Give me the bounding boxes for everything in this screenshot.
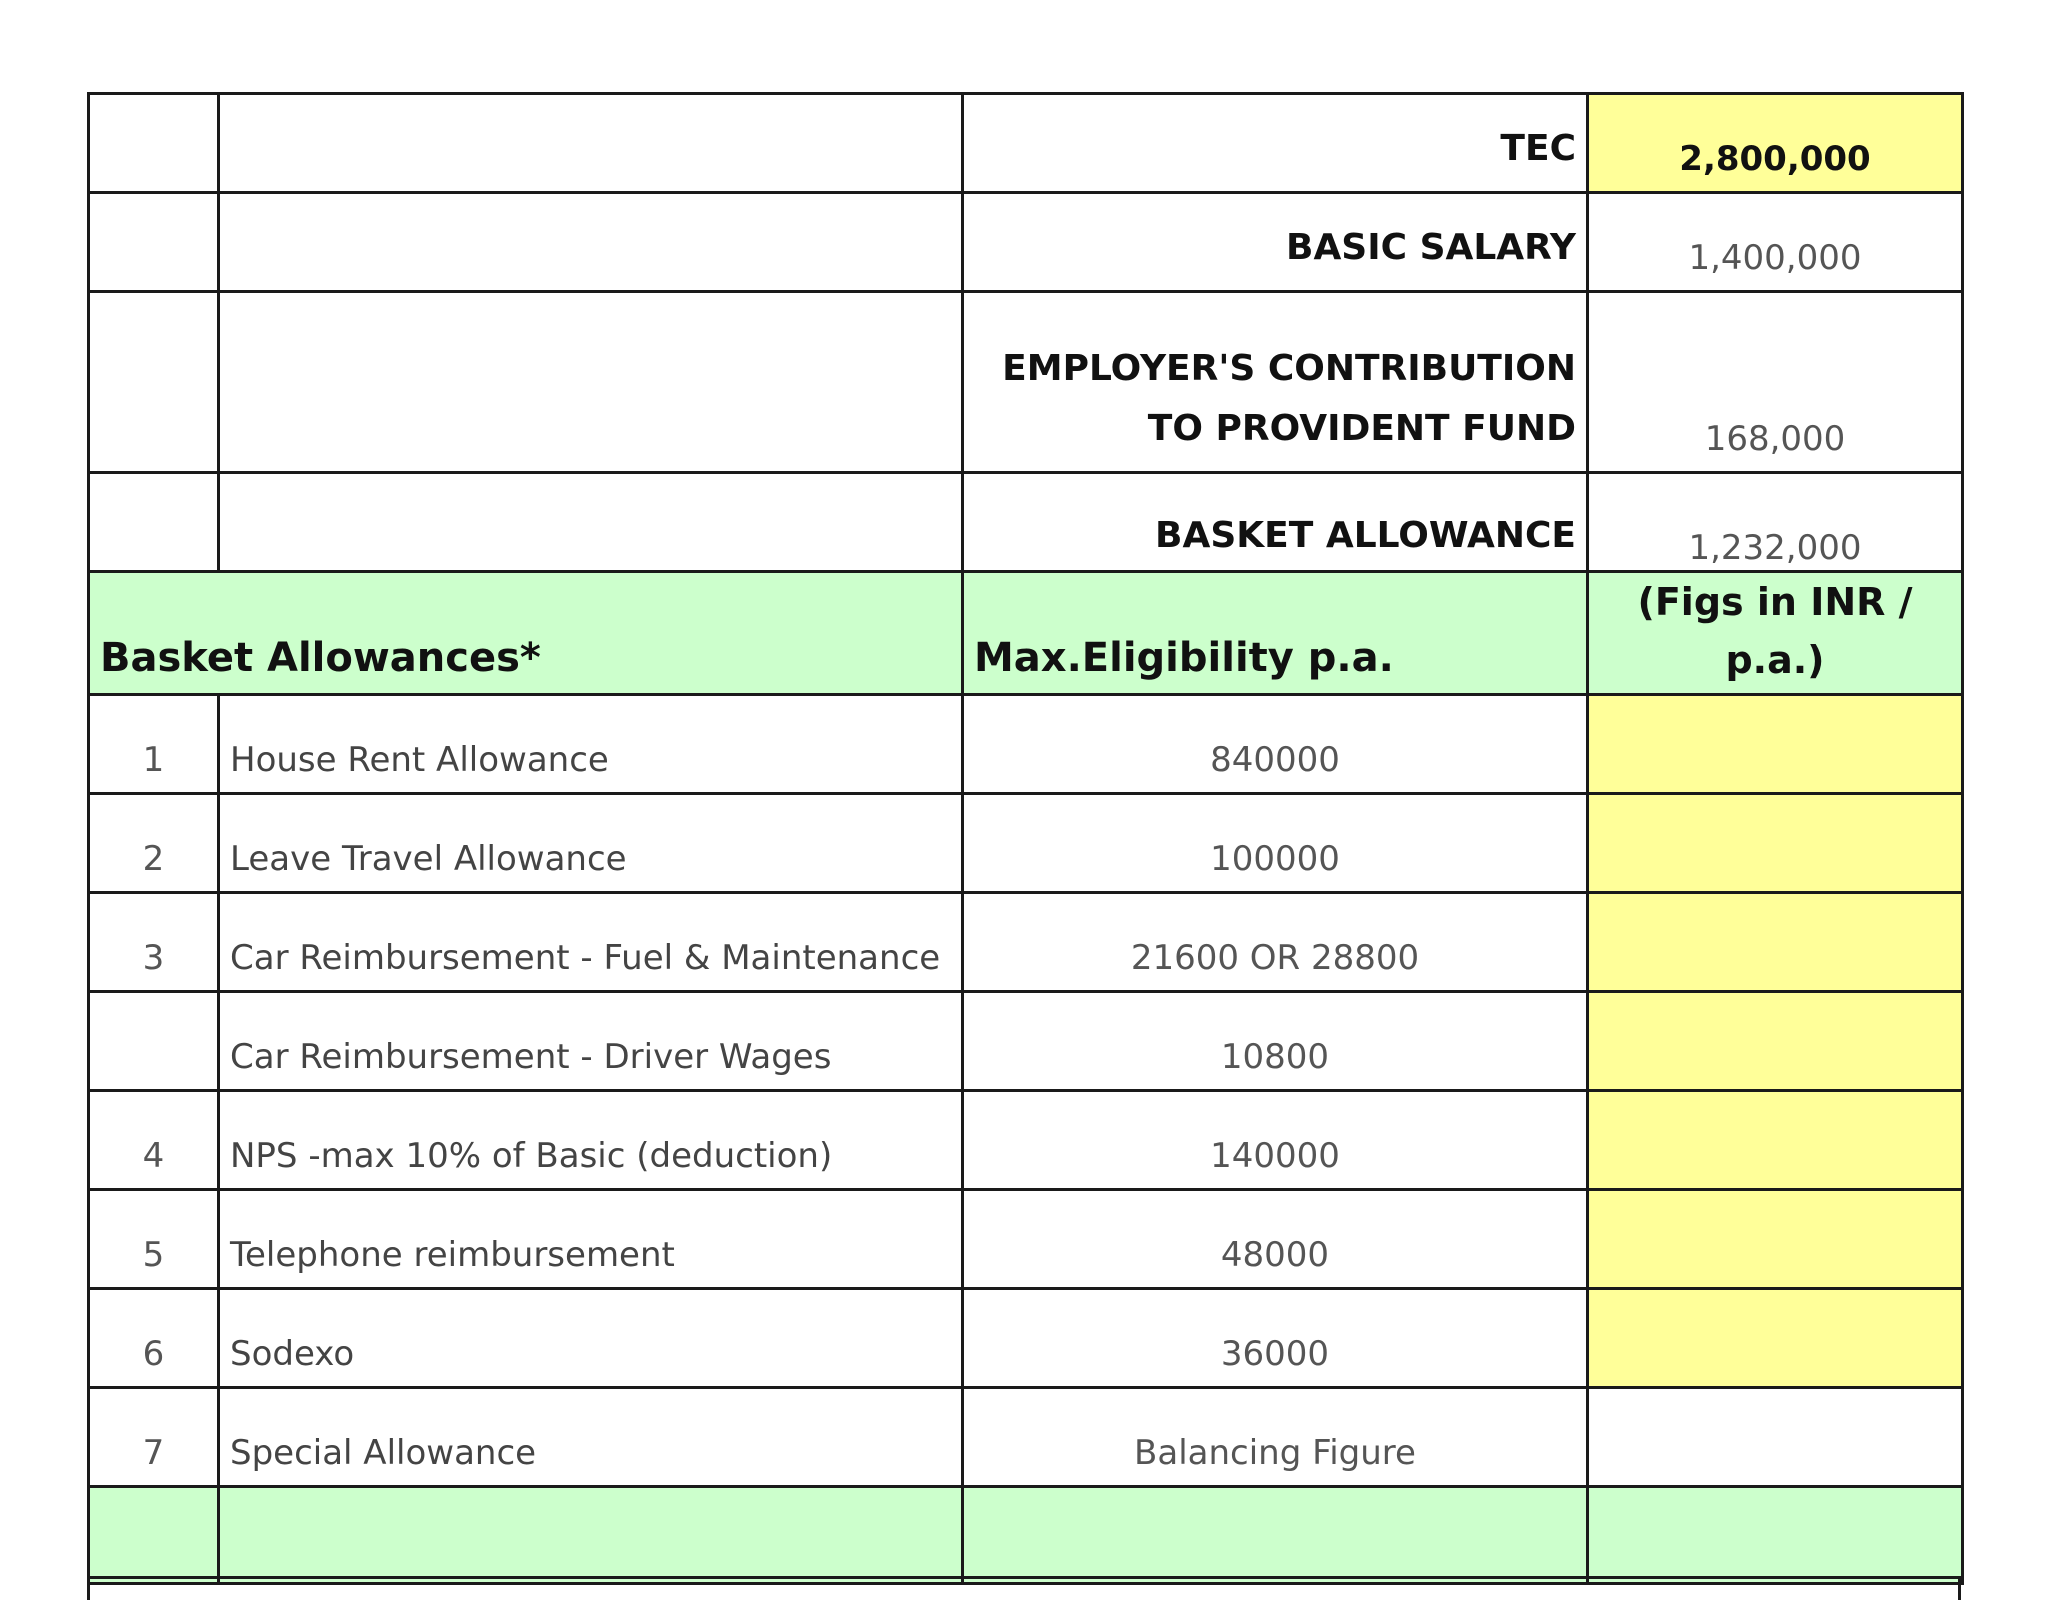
cell-empty[interactable] — [219, 193, 963, 292]
item-name[interactable]: Car Reimbursement - Fuel & Maintenance — [219, 893, 963, 992]
item-amount-input[interactable] — [1588, 695, 1963, 794]
item-amount-input[interactable] — [1588, 1289, 1963, 1388]
item-amount-input[interactable] — [1588, 1190, 1963, 1289]
item-max[interactable]: 36000 — [963, 1289, 1588, 1388]
item-row — [89, 1091, 1963, 1190]
cell-empty[interactable] — [89, 473, 219, 572]
cell-empty[interactable] — [963, 1487, 1588, 1584]
item-max[interactable]: 10800 — [963, 992, 1588, 1091]
item-row — [89, 1289, 1963, 1388]
basket-allowance-value[interactable]: 1,232,000 — [1588, 473, 1963, 572]
cell-empty[interactable] — [219, 1487, 963, 1584]
item-max[interactable]: Balancing Figure — [963, 1388, 1588, 1487]
cell-empty[interactable] — [89, 193, 219, 292]
next-row-edge — [87, 1576, 1961, 1600]
cell-empty[interactable] — [219, 473, 963, 572]
item-amount-input[interactable] — [1588, 1091, 1963, 1190]
item-row — [89, 1388, 1963, 1487]
item-row — [89, 1190, 1963, 1289]
cell-empty[interactable] — [219, 292, 963, 473]
item-row — [89, 695, 1963, 794]
item-number[interactable] — [89, 992, 219, 1091]
pf-label-line1: EMPLOYER'S CONTRIBUTION — [1002, 348, 1576, 389]
item-number[interactable]: 5 — [89, 1190, 219, 1289]
cell-empty[interactable] — [89, 292, 219, 473]
item-row — [89, 794, 1963, 893]
summary-row-basic — [89, 193, 1963, 292]
item-amount-input[interactable] — [1588, 794, 1963, 893]
item-name[interactable]: Car Reimbursement - Driver Wages — [219, 992, 963, 1091]
basic-salary-value[interactable]: 1,400,000 — [1588, 193, 1963, 292]
pf-label[interactable] — [963, 292, 1588, 473]
summary-row-basket — [89, 473, 1963, 572]
figs-header[interactable] — [1588, 572, 1963, 695]
figs-line1: (Figs in INR / — [1637, 580, 1913, 624]
basket-allowances-header[interactable]: Basket Allowances* — [89, 572, 963, 695]
item-number[interactable]: 7 — [89, 1388, 219, 1487]
cell-empty[interactable] — [89, 1487, 219, 1584]
item-name[interactable]: Telephone reimbursement — [219, 1190, 963, 1289]
item-name[interactable]: Sodexo — [219, 1289, 963, 1388]
item-number[interactable]: 6 — [89, 1289, 219, 1388]
cell-empty[interactable] — [1588, 1487, 1963, 1584]
salary-table — [87, 92, 1964, 1585]
tec-label[interactable]: TEC — [963, 94, 1588, 193]
basket-allowance-label[interactable]: BASKET ALLOWANCE — [963, 473, 1588, 572]
item-number[interactable]: 1 — [89, 695, 219, 794]
item-name[interactable]: NPS -max 10% of Basic (deduction) — [219, 1091, 963, 1190]
summary-row-pf — [89, 292, 1963, 473]
header-row — [89, 572, 1963, 695]
item-amount-input[interactable] — [1588, 1388, 1963, 1487]
item-row — [89, 992, 1963, 1091]
item-number[interactable]: 2 — [89, 794, 219, 893]
item-number[interactable]: 4 — [89, 1091, 219, 1190]
tec-value[interactable]: 2,800,000 — [1588, 94, 1963, 193]
basic-salary-label[interactable]: BASIC SALARY — [963, 193, 1588, 292]
item-max[interactable]: 840000 — [963, 695, 1588, 794]
item-name[interactable]: Leave Travel Allowance — [219, 794, 963, 893]
item-max[interactable]: 100000 — [963, 794, 1588, 893]
item-max[interactable]: 48000 — [963, 1190, 1588, 1289]
item-max[interactable]: 140000 — [963, 1091, 1588, 1190]
item-amount-input[interactable] — [1588, 992, 1963, 1091]
cell-empty[interactable] — [219, 94, 963, 193]
cell-empty[interactable] — [89, 94, 219, 193]
item-name[interactable]: House Rent Allowance — [219, 695, 963, 794]
figs-line2: p.a.) — [1725, 638, 1825, 682]
max-eligibility-header[interactable]: Max.Eligibility p.a. — [963, 572, 1588, 695]
pf-label-line2: TO PROVIDENT FUND — [1147, 408, 1576, 449]
item-amount-input[interactable] — [1588, 893, 1963, 992]
item-row — [89, 893, 1963, 992]
item-number[interactable]: 3 — [89, 893, 219, 992]
item-name[interactable]: Special Allowance — [219, 1388, 963, 1487]
summary-row-tec — [89, 94, 1963, 193]
pf-value[interactable]: 168,000 — [1588, 292, 1963, 473]
item-max[interactable]: 21600 OR 28800 — [963, 893, 1588, 992]
total-row — [89, 1487, 1963, 1584]
